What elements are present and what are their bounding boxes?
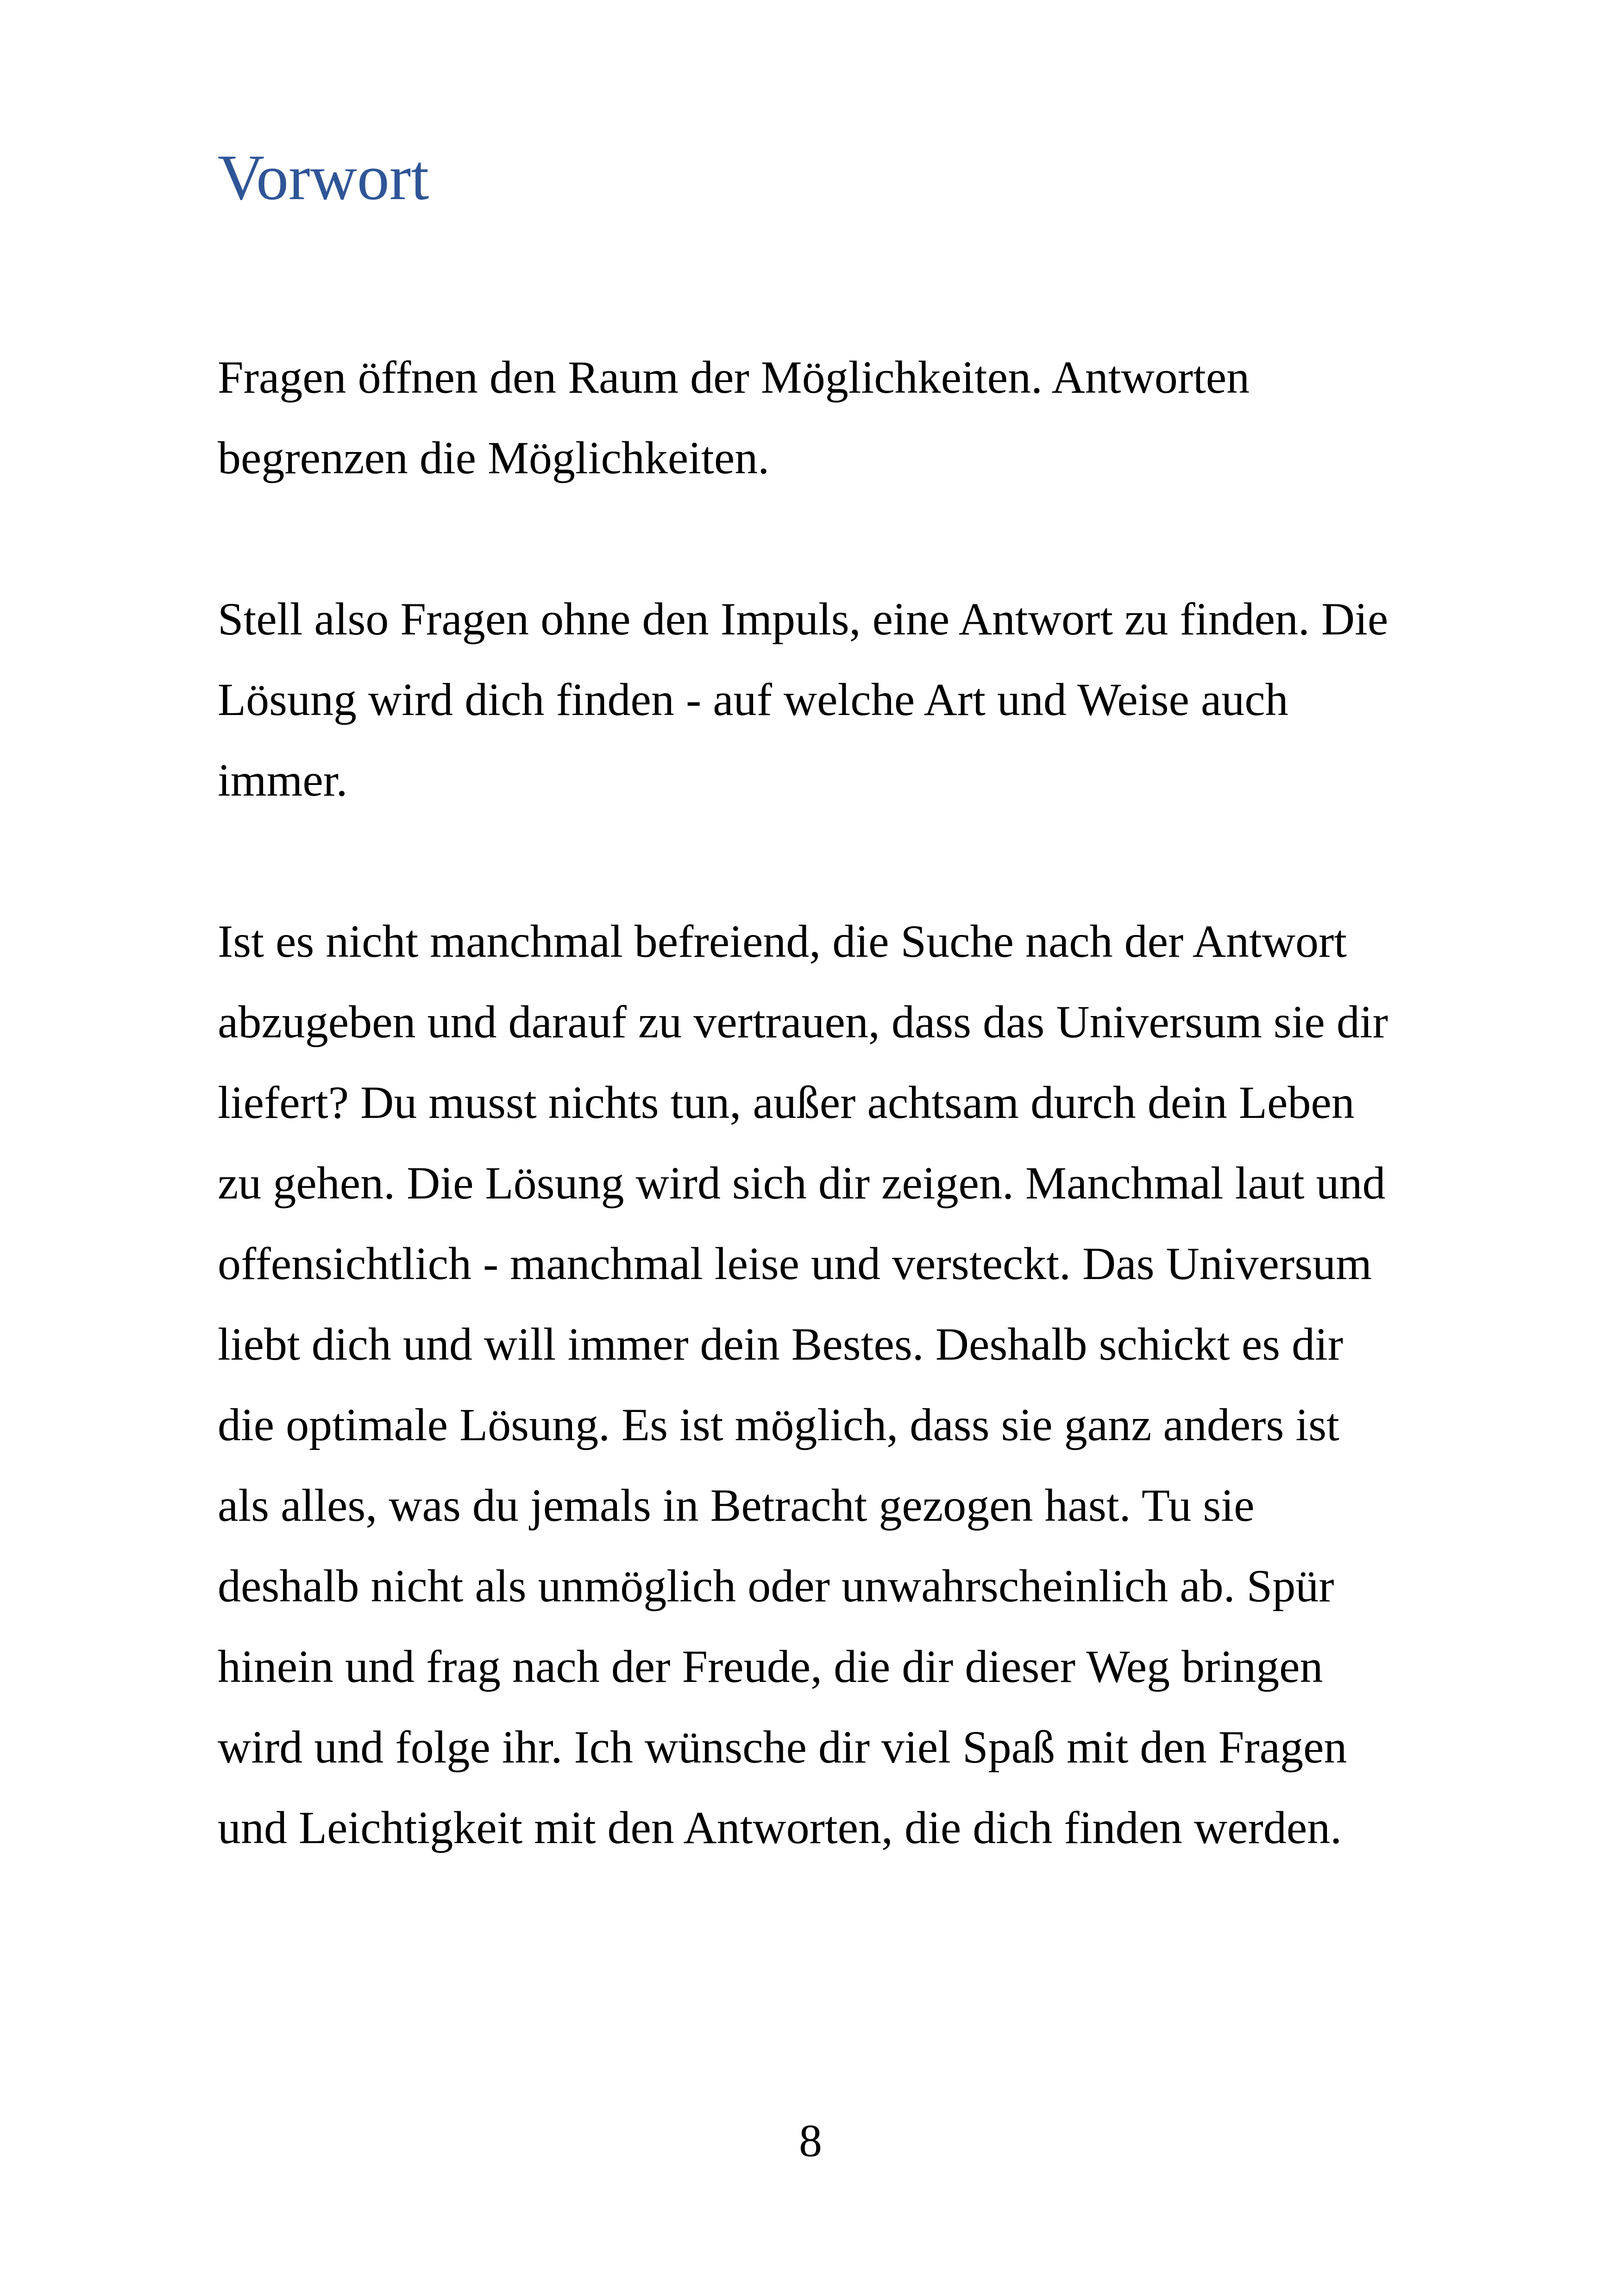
paragraph-line: zu gehen. Die Lösung wird sich dir zeigen. Manchmal laut und <box>218 1157 1386 1209</box>
paragraph-3 <box>218 901 1422 1868</box>
paragraph-line: offensichtlich - manchmal leise und versteckt. Das Universum <box>218 1238 1372 1289</box>
paragraph-line: liefert? Du musst nichts tun, außer achtsam durch dein Leben <box>218 1077 1355 1128</box>
paragraph-line: liebt dich und will immer dein Bestes. Deshalb schickt es dir <box>218 1318 1344 1370</box>
page-number: 8 <box>799 2115 822 2166</box>
paragraph-line: deshalb nicht als unmöglich oder unwahrscheinlich ab. Spür <box>218 1560 1334 1612</box>
paragraph-line: Ist es nicht manchmal befreiend, die Suche nach der Antwort <box>218 916 1347 967</box>
paragraph-line: wird und folge ihr. Ich wünsche dir viel Spaß mit den Fragen <box>218 1721 1347 1773</box>
paragraph-line: und Leichtigkeit mit den Antworten, die dich finden werden. <box>218 1802 1342 1853</box>
paragraph-line: immer. <box>218 754 348 806</box>
paragraph-line: abzugeben und darauf zu vertrauen, dass das Universum sie dir <box>218 996 1388 1048</box>
paragraph-line: als alles, was du jemals in Betracht gezogen hast. Tu sie <box>218 1480 1255 1531</box>
paragraph-2 <box>218 579 1422 821</box>
chapter-heading: Vorwort <box>218 142 429 213</box>
paragraph-line: Stell also Fragen ohne den Impuls, eine Antwort zu finden. Die <box>218 593 1389 645</box>
paragraph-line: begrenzen die Möglichkeiten. <box>218 432 770 483</box>
paragraph-1 <box>218 337 1422 498</box>
paragraph-line: Lösung wird dich finden - auf welche Art und Weise auch <box>218 674 1288 725</box>
paragraph-line: hinein und frag nach der Freude, die dir dieser Weg bringen <box>218 1641 1323 1692</box>
paragraph-line: Fragen öffnen den Raum der Möglichkeiten. Antworten <box>218 351 1250 403</box>
page-content <box>218 139 1422 1868</box>
paragraph-line: die optimale Lösung. Es ist möglich, dass sie ganz anders ist <box>218 1399 1339 1450</box>
